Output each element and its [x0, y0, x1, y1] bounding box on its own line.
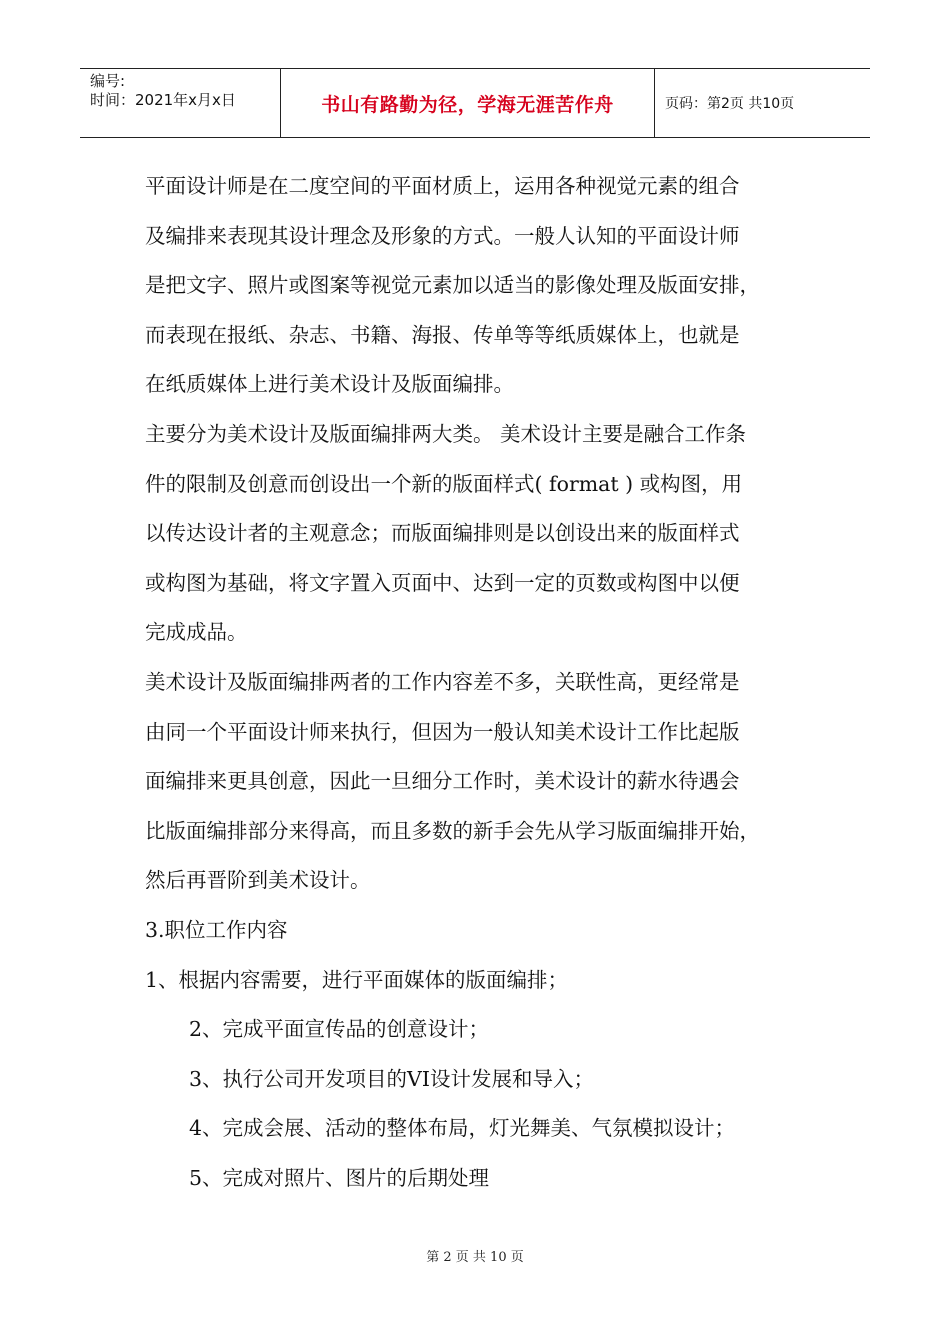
page-footer: 第 2 页 共 10 页	[426, 1250, 524, 1265]
document-date: 时间：2021年x月x日	[90, 91, 236, 109]
header-page-info: 页码：第2页 共10页	[665, 96, 795, 112]
text-line: 面编排来更具创意，因此一旦细分工作时，美术设计的薪水待遇会	[145, 769, 740, 794]
text-line: 然后再晋阶到美术设计。	[145, 868, 371, 893]
list-item: 2、完成平面宣传品的创意设计；	[189, 1017, 490, 1042]
text-line: 平面设计师是在二度空间的平面材质上，运用各种视觉元素的组合	[145, 174, 740, 198]
text-line: 件的限制及创意而创设出一个新的版面样式( format ) 或构图，用	[145, 471, 743, 496]
section-heading: 3.职位工作内容	[145, 917, 288, 942]
list-item: 3、执行公司开发项目的VI设计发展和导入；	[189, 1066, 594, 1091]
text-line: 而表现在报纸、杂志、书籍、海报、传单等等纸质媒体上，也就是	[145, 322, 740, 347]
header-motto: 书山有路勤为径，学海无涯苦作舟	[281, 69, 655, 137]
text-line: 在纸质媒体上进行美术设计及版面编排。	[145, 372, 514, 397]
text-line: 由同一个平面设计师来执行，但因为一般认知美术设计工作比起版	[145, 719, 740, 744]
page-header-table	[80, 68, 870, 138]
document-body	[145, 162, 805, 1203]
text-line: 比版面编排部分来得高，而且多数的新手会先从学习版面编排开始，	[145, 818, 760, 843]
text-line: 或构图为基础，将文字置入页面中、达到一定的页数或构图中以便	[145, 570, 740, 595]
text-line: 是把文字、照片或图案等视觉元素加以适当的影像处理及版面安排，	[145, 273, 760, 298]
list-item: 1、根据内容需要，进行平面媒体的版面编排；	[145, 967, 569, 992]
text-line: 以传达设计者的主观意念；而版面编排则是以创设出来的版面样式	[145, 521, 740, 546]
list-item: 5、完成对照片、图片的后期处理	[189, 1165, 490, 1190]
text-line: 完成成品。	[145, 620, 248, 645]
text-line: 主要分为美术设计及版面编排两大类。 美术设计主要是融合工作条	[145, 421, 747, 446]
document-number-label: 编号:	[90, 72, 126, 90]
header-meta-cell	[80, 69, 281, 137]
list-item: 4、完成会展、活动的整体布局，灯光舞美、气氛模拟设计；	[189, 1116, 736, 1141]
text-line: 及编排来表现其设计理念及形象的方式。一般人认知的平面设计师	[145, 223, 740, 248]
text-line: 美术设计及版面编排两者的工作内容差不多，关联性高，更经常是	[145, 669, 740, 694]
